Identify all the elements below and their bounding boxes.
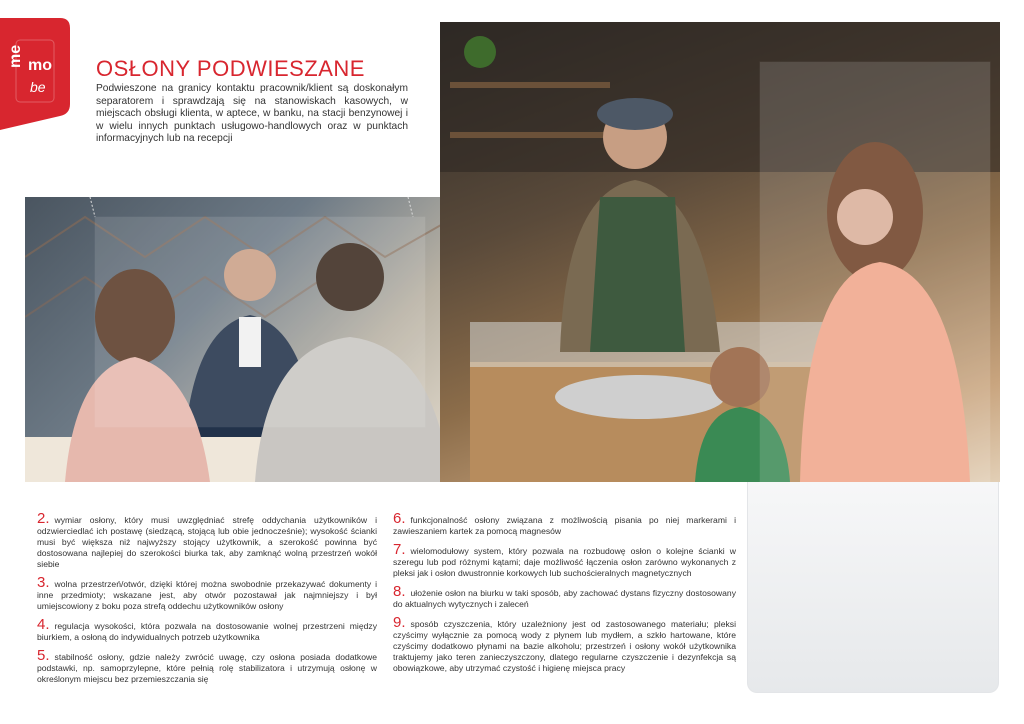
feature-text: ułożenie osłon na biurku w taki sposób, aby zachować dystans fizyczny dostosowany do aktualnych wytycznych i zaleceń	[393, 588, 736, 609]
features-list-left	[37, 510, 377, 692]
svg-text:me: me	[7, 44, 24, 68]
office-meeting-photo	[25, 197, 455, 482]
feature-item	[393, 510, 736, 537]
shop-counter-photo	[440, 22, 1000, 482]
feature-text: wolna przestrzeń/otwór, dzięki której można swobodnie przekazywać dokumenty i inne przedmioty; wskazane jest, aby otwór pozostawał jak najmniejszy i był umiejscowiony z boku poza strefą oddechu użytkowników osłony	[37, 579, 377, 611]
intro-text: Podwieszone na granicy kontaktu pracownik/klient są doskonałym separatorem i sprawdzają się na stanowiskach kasowych, w miejscach obsługi klienta, w aptece, w banku, na stacji benzynowej i w wielu innych punktach usługowo-handlowych oraz w punktach informacyjnych lub na recepcji	[96, 83, 408, 145]
transparent-shield-panel	[747, 482, 999, 693]
feature-number: 6.	[393, 510, 406, 527]
feature-number: 3.	[37, 574, 50, 591]
feature-text: wymiar osłony, który musi uwzględniać strefę oddychania użytkowników i odzwierciedlać ich postawę (siedzącą, stojącą lub obie jednocześnie); wysokość ścianki musi być większa niż najwyższy stojący użytkownik, a szerokość powinna być dostosowana najlepiej do szerokości biurka tak, aby zamknąć wolną przestrzeń wokół siebie	[37, 515, 377, 569]
feature-item	[37, 647, 377, 685]
feature-number: 5.	[37, 647, 50, 664]
svg-text:be: be	[30, 79, 46, 95]
feature-item	[37, 616, 377, 643]
feature-text: funkcjonalność osłony związana z możliwością pisania po niej markerami i zawieszaniem kartek za pomocą magnesów	[393, 515, 736, 536]
svg-text:mo: mo	[28, 57, 52, 74]
feature-item	[393, 614, 736, 674]
page-title: OSŁONY PODWIESZANE	[96, 56, 365, 81]
feature-text: regulacja wysokości, która pozwala na dostosowanie wolnej przestrzeni między biurkiem, a osłoną do indywidualnych potrzeb użytkownika	[37, 621, 377, 642]
feature-text: wielomodułowy system, który pozwala na rozbudowę osłon o kolejne ścianki w szeregu lub pod różnymi kątami; daje możliwość łączenia osłon zarówno wykonanych z pleksi jak i osłon dwustronnie korkowych lub suchościeralnych magnetycznych	[393, 546, 736, 578]
feature-number: 2.	[37, 510, 50, 527]
feature-item	[37, 574, 377, 612]
feature-item	[37, 510, 377, 570]
feature-text: sposób czyszczenia, który uzależniony jest od zastosowanego materiału; pleksi czyścimy wyłącznie za pomocą wody z płynem lub mydłem, a szkło hartowane, które czyścimy dodatkowo płynami na bazie alkoholu; przestrzeń i osłony wokół użytkownika traktujemy jako teren zanieczyszczony, dlatego regularne czyszczenie i dezynfekcja są obowiązkowe, aby utrzymać czystość i higienę miejsca pracy	[393, 619, 736, 673]
feature-number: 8.	[393, 583, 406, 600]
features-list-right	[393, 510, 736, 681]
feature-number: 7.	[393, 541, 406, 558]
feature-number: 4.	[37, 616, 50, 633]
memobe-logo	[0, 18, 72, 130]
feature-text: stabilność osłony, gdzie należy zwrócić uwagę, czy osłona posiada dodatkowe podstawki, np. samoprzylepne, które pełnią rolę stabilizatora i utrzymują osłonę w określonym miejscu bez przemieszczania się	[37, 652, 377, 684]
feature-number: 9.	[393, 614, 406, 631]
feature-item	[393, 541, 736, 579]
feature-item	[393, 583, 736, 610]
